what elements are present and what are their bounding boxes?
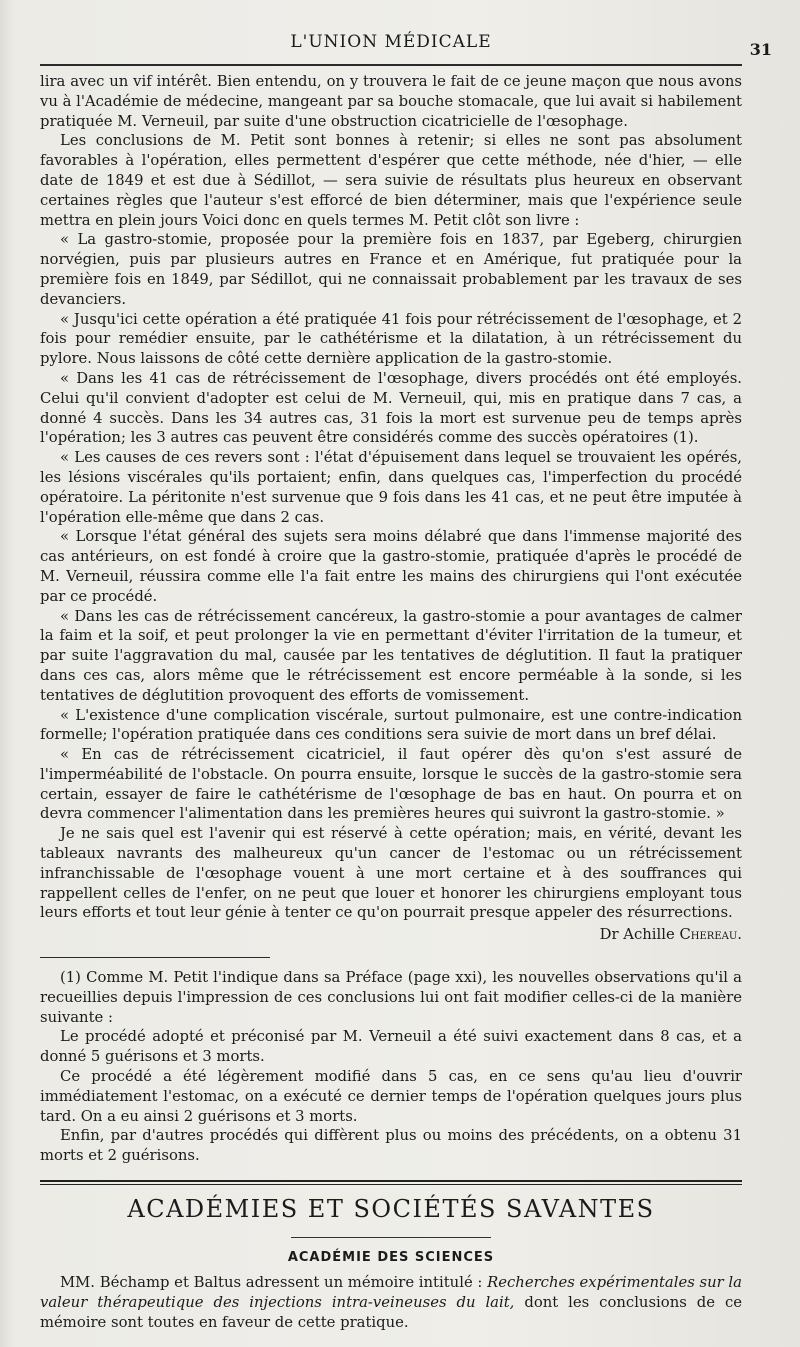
section-body bbox=[40, 1273, 742, 1332]
quote-paragraph: « Dans les 41 cas de rétrécissement de l'œsophage, divers procédés ont été employés. Celui qu'il convient d'adopter est celui de M. Verneuil, qui, mis en pratique dans 7 cas, a donné 4 succès. Dans les 34 autres cas, 31 fois la mort est survenue peu de temps après l'opération; les 3 autres cas peuvent être considérés comme des succès opératoires (1). bbox=[40, 369, 742, 447]
footnote-paragraph: (1) Comme M. Petit l'indique dans sa Préface (page xxi), les nouvelles observations qu'il a recueillies depuis l'impression de ces conclusions lui ont fait modifier celles-ci de la manière suivante : bbox=[40, 969, 742, 1026]
quote-paragraph: « Lorsque l'état général des sujets sera moins délabré que dans l'immense majorité des cas antérieurs, on est fondé à croire que la gastro-stomie, pratiquée d'après le procédé de M. Verneuil, réussira comme elle l'a fait entre les mains des chirurgiens qui l'ont exécutée par ce procédé. bbox=[40, 528, 742, 605]
section-heading-rule bbox=[291, 1237, 491, 1238]
quote-paragraph: « Dans les cas de rétrécissement cancéreux, la gastro-stomie a pour avantages de calmer la faim et la soif, et peut prolonger la vie en permettant d'éviter l'irritation de la tumeur, et par suite l'aggravation du mal, causée par les tentatives de déglutition. Il faut la pratiquer dans ces cas, alors même que le rétrécissement est encore perméable à la sonde, si les tentatives de déglutition provoquent des efforts de vomissement. bbox=[40, 607, 742, 704]
footnote bbox=[40, 968, 742, 1166]
quote-paragraph: « La gastro-stomie, proposée pour la première fois en 1837, par Egeberg, chirurgien norvégien, puis par plusieurs autres en France et en Amérique, fut pratiquée pour la première fois en 1849, par Sédillot, qui ne connaissait probablement par les travaux de ses devanciers. bbox=[40, 231, 742, 308]
quote-paragraph: « En cas de rétrécissement cicatriciel, il faut opérer dès qu'on s'est assuré de l'imperméabilité de l'obstacle. On pourra ensuite, lorsque le succès de la gastro-stomie sera certain, essayer de faire le cathétérisme de l'œsophage de bas en haut. On pourra et on devra commencer l'alimentation dans les premières heures qui suivront la gastro-stomie. » bbox=[40, 746, 742, 823]
running-head bbox=[40, 30, 772, 60]
section-divider bbox=[40, 1180, 742, 1185]
header-rule bbox=[40, 64, 742, 66]
article-body bbox=[40, 72, 742, 945]
section-heading: ACADÉMIES ET SOCIÉTÉS SAVANTES bbox=[127, 1195, 655, 1224]
section-subheading: ACADÉMIE DES SCIENCES bbox=[287, 1250, 495, 1266]
quote-paragraph: « L'existence d'une complication viscérale, surtout pulmonaire, est une contre-indication formelle; l'opération pratiquée dans ces conditions sera suivie de mort dans un bref délai. bbox=[40, 706, 742, 744]
signature-name: Chereau. bbox=[679, 926, 742, 944]
footnote-rule bbox=[40, 957, 270, 958]
paragraph-text: MM. Béchamp et Baltus adressent un mémoire intitulé : bbox=[60, 1274, 488, 1292]
section-paragraph bbox=[40, 1273, 742, 1332]
quote-paragraph: « Jusqu'ici cette opération a été pratiquée 41 fois pour rétrécissement de l'œsophage, et 2 fois pour remédier ensuite, par le cathétérisme et la dilatation, à un rétrécissement du pylore. Nous laissons de côté cette dernière application de la gastro-stomie. bbox=[40, 310, 742, 368]
page-number: 31 bbox=[749, 40, 772, 59]
article-paragraph: lira avec un vif intérêt. Bien entendu, on y trouvera le fait de ce jeune maçon que nous avons vu à l'Académie de médecine, mangeant par sa bouche stomacale, que lui avait si habilement pratiquée M. Verneuil, par suite d'une obstruction cicatricielle de l'œsophage. bbox=[40, 73, 743, 130]
signature-prefix: Dr Achille bbox=[599, 926, 675, 944]
paragraph-text: dont les conclusions de ce mémoire sont toutes en faveur de cette pratique. bbox=[40, 1293, 742, 1331]
footnote-paragraph: Le procédé adopté et préconisé par M. Verneuil a été suivi exactement dans 8 cas, et a donné 5 guérisons et 3 morts. bbox=[40, 1028, 742, 1066]
memoir-title: Recherches expérimentales sur la valeur thérapeutique des injections intra-veineuses du lait, bbox=[40, 1274, 742, 1311]
quote-paragraph: « Les causes de ces revers sont : l'état d'épuisement dans lequel se trouvaient les opérés, les lésions viscérales qu'ils portaient; enfin, dans quelques cas, l'imperfection du procédé opératoire. La péritonite n'est survenue que 9 fois dans les 41 cas, et ne peut être imputée à l'opération elle-même que dans 2 cas. bbox=[40, 449, 742, 526]
article-paragraph: Les conclusions de M. Petit sont bonnes à retenir; si elles ne sont pas absolument favorables à l'opération, elles permettent d'espérer que cette méthode, née d'hier, — elle date de 1849 et est due à Sédillot, — sera suivie de résultats plus heureux en observant certaines règles que l'auteur s'est efforcé de bien déterminer, mais que l'expérience seule mettra en plein jours Voici donc en quels termes M. Petit clôt son livre : bbox=[40, 132, 742, 229]
author-signature bbox=[40, 925, 742, 945]
footnote-paragraph: Ce procédé a été légèrement modifié dans 5 cas, en ce sens qu'au lieu d'ouvrir immédiatement l'estomac, on a exécuté ce dernier temps de l'opération quelques jours plus tard. On a eu ainsi 2 guérisons et 3 morts. bbox=[40, 1068, 742, 1125]
footnote-paragraph: Enfin, par d'autres procédés qui diffèrent plus ou moins des précédents, on a obtenu 31 morts et 2 guérisons. bbox=[40, 1127, 742, 1165]
article-paragraph: Je ne sais quel est l'avenir qui est réservé à cette opération; mais, en vérité, devant les tableaux navrants des malheureux qu'un cancer de l'estomac ou un rétrécissement infranchissable de l'œsophage vouent à une mort certaine et à des souffrances qui rappellent celles de l'enfer, on ne peut que louer et honorer les chirurgiens employant tous leurs efforts et tout leur génie à tenter ce qu'on pourrait presque appeler des résurrections. bbox=[40, 825, 742, 922]
running-title: L'UNION MÉDICALE bbox=[290, 32, 492, 52]
